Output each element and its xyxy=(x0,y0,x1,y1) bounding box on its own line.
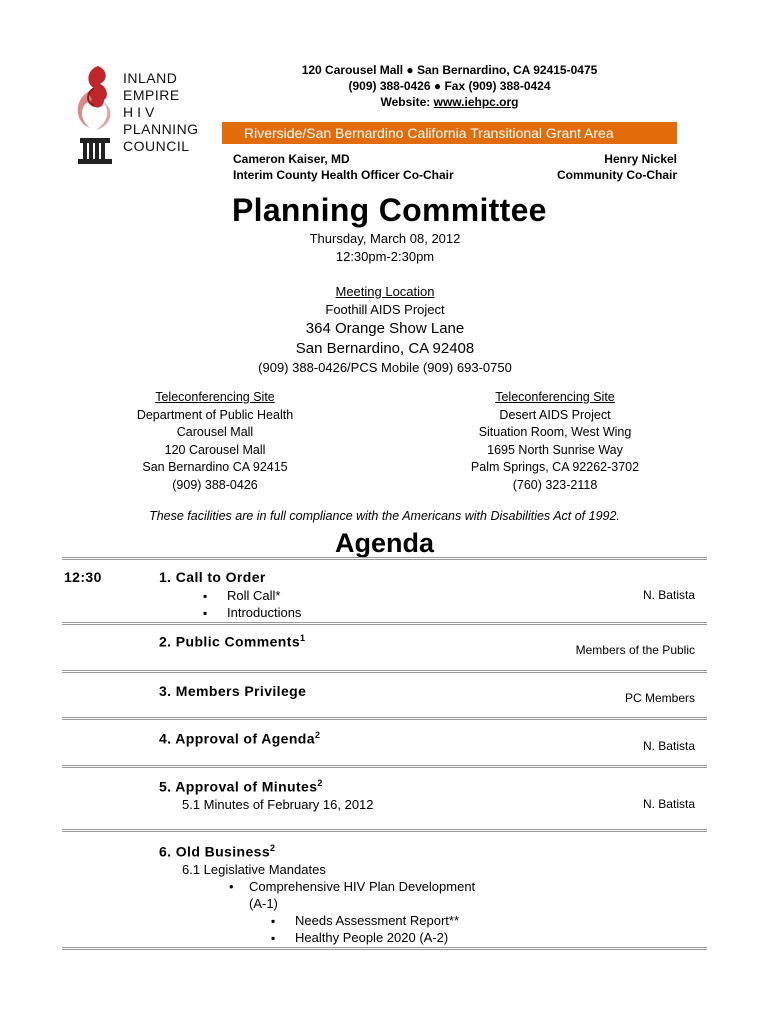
telesite-line: 1695 North Sunrise Way xyxy=(487,442,623,457)
footnote-mark: 1 xyxy=(300,633,306,643)
agenda-item-title xyxy=(159,778,323,795)
council-logo xyxy=(68,62,208,172)
logo-line: EMPIRE xyxy=(123,87,180,103)
telesite-line: Desert AIDS Project xyxy=(499,407,611,422)
flame-torch-icon xyxy=(68,62,122,172)
telesite-line: Carousel Mall xyxy=(176,425,254,439)
cochair-right-name: Henry Nickel xyxy=(604,152,677,166)
logo-line: PLANNING xyxy=(123,121,199,137)
agenda-subitem: • Comprehensive HIV Plan Development xyxy=(249,878,475,896)
telesite-line: Situation Room, West Wing xyxy=(478,425,632,439)
agenda-item-title: 1. Call to Order xyxy=(159,569,266,585)
website-link[interactable]: www.iehpc.org xyxy=(433,95,519,109)
agenda-item-presenter: Members of the Public xyxy=(575,643,695,657)
phone-line: (909) 388-0426 ● Fax (909) 388-0424 xyxy=(348,79,551,93)
telesite-right xyxy=(445,389,665,494)
grant-area-text: Riverside/San Bernardino California Transitional Grant Area xyxy=(244,125,614,141)
logo-line: HIV xyxy=(123,104,159,120)
telesite-line: (760) 323-2118 xyxy=(512,477,598,492)
agenda-item-title-text: 5. Approval of Minutes xyxy=(159,778,318,795)
logo-line: INLAND xyxy=(123,70,178,86)
telesite-left xyxy=(110,389,320,494)
agenda-subitem: (A-1) xyxy=(249,896,278,911)
agenda-subitem: ▪ Roll Call* xyxy=(227,587,280,605)
cochair-left-role: Interim County Health Officer Co-Chair xyxy=(233,168,454,182)
location-street: 364 Orange Show Lane xyxy=(305,320,465,337)
meeting-location xyxy=(185,283,585,377)
divider xyxy=(62,622,707,625)
agenda-subitem: ▪ Introductions xyxy=(227,604,301,622)
agenda-item-title xyxy=(159,633,305,650)
address-line: 120 Carousel Mall ● San Bernardino, CA 92415-0475 xyxy=(301,63,598,77)
logo-line: COUNCIL xyxy=(123,138,190,154)
agenda-item-presenter: N. Batista xyxy=(642,797,695,811)
footnote-mark: 2 xyxy=(317,778,323,788)
divider xyxy=(62,947,707,950)
agenda-subitem: 6.1 Legislative Mandates xyxy=(182,862,326,877)
location-city: San Bernardino, CA 92408 xyxy=(295,340,475,357)
agenda-subitem: 5.1 Minutes of February 16, 2012 xyxy=(182,797,374,812)
location-org: Foothill AIDS Project xyxy=(325,302,445,317)
telesite-label: Teleconferencing Site xyxy=(495,390,615,404)
divider xyxy=(62,557,707,560)
agenda-item-presenter: N. Batista xyxy=(642,739,695,753)
cochair-left xyxy=(233,151,454,183)
cochair-right-role: Community Co-Chair xyxy=(557,168,677,182)
agenda-subitem: ▪ Healthy People 2020 (A-2) xyxy=(295,929,448,947)
agenda-item-presenter: PC Members xyxy=(624,691,695,705)
telesite-line: (909) 388-0426 xyxy=(172,477,258,492)
cochair-left-name: Cameron Kaiser, MD xyxy=(233,152,350,166)
divider xyxy=(62,765,707,768)
agenda-item-title: 3. Members Privilege xyxy=(159,683,307,699)
grant-area-bar xyxy=(222,122,677,144)
agenda-item-title-text: 4. Approval of Agenda xyxy=(159,730,315,747)
website-line xyxy=(222,94,677,110)
footnote-mark: 2 xyxy=(270,843,276,853)
meeting-date: Thursday, March 08, 2012 xyxy=(309,231,461,246)
agenda-item-title-text: 6. Old Business xyxy=(159,843,271,860)
telesite-line: San Bernardino CA 92415 xyxy=(142,460,288,474)
meeting-time: 12:30pm-2:30pm xyxy=(335,249,435,264)
agenda-start-time: 12:30 xyxy=(64,569,102,585)
agenda-title: Agenda xyxy=(334,528,434,558)
agenda-subitem: ▪ Needs Assessment Report** xyxy=(295,912,459,930)
divider xyxy=(62,829,707,832)
location-phone: (909) 388-0426/PCS Mobile (909) 693-0750 xyxy=(258,360,512,375)
agenda-item-title xyxy=(159,843,275,860)
ada-notice: These facilities are in full compliance with the Americans with Disabilities Act of 1992. xyxy=(149,509,620,523)
agenda-item-title xyxy=(159,730,320,747)
divider xyxy=(62,670,707,673)
agenda-item-title-text: 2. Public Comments xyxy=(159,633,301,650)
divider xyxy=(62,717,707,720)
page-title: Planning Committee xyxy=(232,192,547,228)
telesite-line: Palm Springs, CA 92262-3702 xyxy=(470,460,640,474)
footnote-mark: 2 xyxy=(314,730,321,740)
telesite-label: Teleconferencing Site xyxy=(155,390,275,404)
meeting-datetime xyxy=(185,230,585,266)
website-label: Website: xyxy=(380,95,434,109)
header-address xyxy=(222,62,677,110)
location-label: Meeting Location xyxy=(335,284,435,299)
telesite-line: 120 Carousel Mall xyxy=(164,442,266,457)
agenda-item-presenter: N. Batista xyxy=(642,588,695,602)
telesite-line: Department of Public Health xyxy=(136,407,294,422)
cochair-right xyxy=(557,151,677,183)
